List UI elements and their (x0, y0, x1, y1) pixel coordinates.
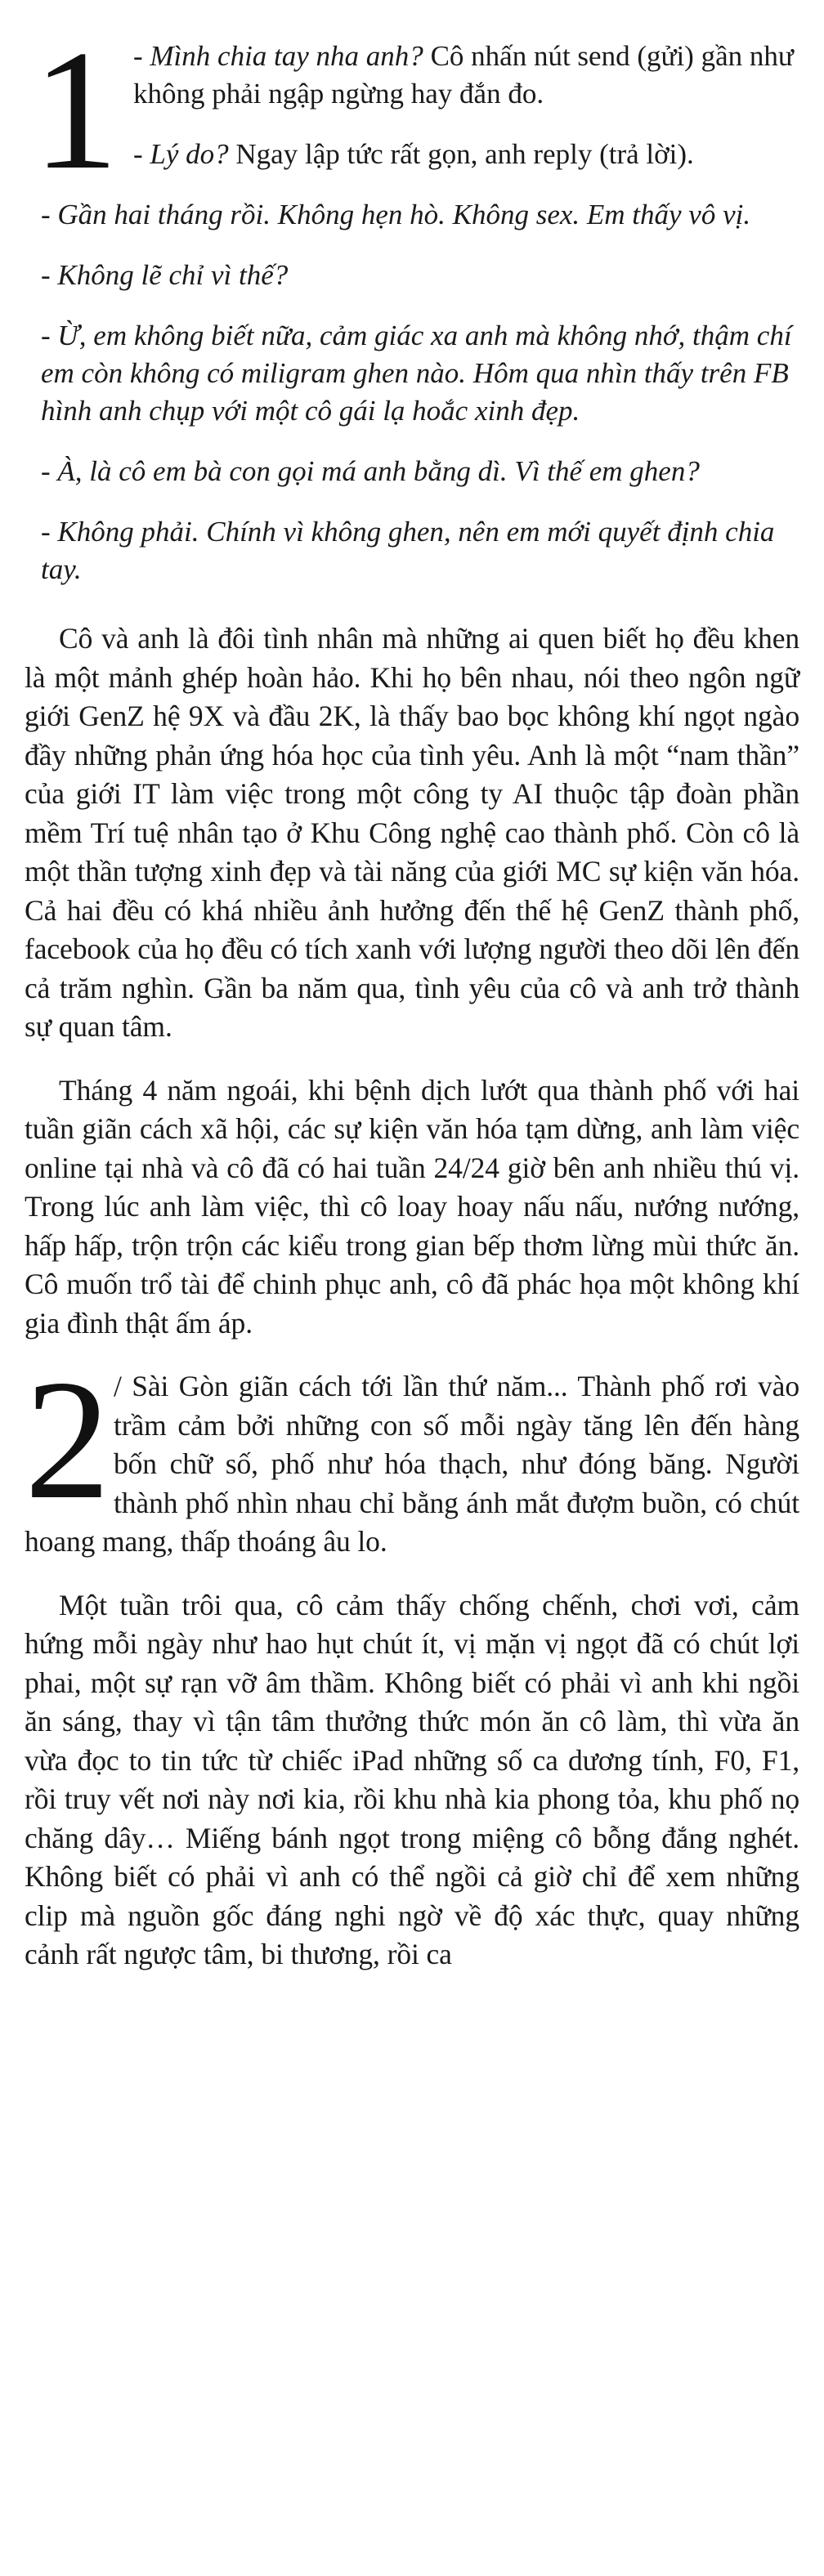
dialogue-plain: Ngay lập tức rất gọn, anh reply (trả lời). (228, 138, 694, 170)
body-paragraph: Cô và anh là đôi tình nhân mà những ai quen biết họ đều khen là một mảnh ghép hoàn hảo. Khi họ bên nhau, nói theo ngôn ngữ giới GenZ hệ 9X và đầu 2K, là thấy bao bọc không khí ngọt ngào đầy những phản ứng hóa học của tình yêu. Anh là một “nam thần” của giới IT làm việc trong một công ty AI thuộc tập đoàn phần mềm Trí tuệ nhân tạo ở Khu Công nghệ cao thành phố. Còn cô là một thần tượng xinh đẹp và tài năng của giới MC sự kiện văn hóa. Cả hai đều có khá nhiều ảnh hưởng đến thế hệ GenZ thành phố, facebook của họ đều có tích xanh với lượng người theo dõi lên đến cả trăm nghìn. Gần ba năm qua, tình yêu của cô và anh trở thành sự quan tâm. (25, 622, 799, 1043)
section-1 (25, 16, 799, 1343)
dialogue-italic: - Gần hai tháng rồi. Không hẹn hò. Không sex. Em thấy vô vị. (41, 199, 751, 230)
dialogue-line (25, 257, 799, 294)
section-2 (25, 1345, 799, 1974)
dialogue-line (25, 136, 799, 173)
dialogue-line (25, 196, 799, 234)
dialogue-plain: Cô nhấn nút send (gửi) gần như không phải ngập ngừng hay đắn đo. (133, 40, 794, 110)
dialogue-line (25, 453, 799, 490)
dialogue-line (25, 38, 799, 113)
dialogue-italic: - Không lẽ chỉ vì thế? (41, 259, 289, 291)
dialogue-italic: - Không phải. Chính vì không ghen, nên em mới quyết định chia tay. (41, 516, 775, 585)
dialogue-line (25, 513, 799, 588)
dialogue-italic: - Ừ, em không biết nữa, cảm giác xa anh mà không nhớ, thậm chí em còn không có miligram ghen nào. Hôm qua nhìn thấy trên FB hình anh chụp với một cô gái lạ hoắc xinh đẹp. (41, 320, 792, 427)
dialogue-italic: - Mình chia tay nha anh? (133, 40, 423, 72)
dialogue-italic: - À, là cô em bà con gọi má anh bằng dì. Vì thế em ghen? (41, 455, 700, 487)
body-paragraph: Tháng 4 năm ngoái, khi bệnh dịch lướt qua thành phố với hai tuần giãn cách xã hội, các sự kiện văn hóa tạm dừng, anh làm việc online tại nhà và cô đã có hai tuần 24/24 giờ bên anh nhiều thú vị. Trong lúc anh làm việc, thì cô loay hoay nấu nấu, nướng nướng, hấp hấp, trộn trộn các kiểu trong gian bếp thơm lừng mùi thức ăn. Cô muốn trổ tài để chinh phục anh, cô đã phác họa một không khí gia đình thật ấm áp. (25, 1073, 799, 1339)
dialogue-italic: - Lý do? (133, 138, 229, 170)
dropcap-1: 1 (33, 16, 119, 205)
body-paragraph: Một tuần trôi qua, cô cảm thấy chống chếnh, chơi vơi, cảm hứng mỗi ngày như hao hụt chút ít, vị mặn vị ngọt đã có chút lợi phai, một sự rạn vỡ âm thầm. Không biết có phải vì anh khi ngồi ăn sáng, thay vì tận tâm thưởng thức món ăn cô làm, thì vừa ăn vừa đọc to tin tức từ chiếc iPad những số ca dương tính, F0, F1, rồi truy vết nơi này nơi kia, rồi khu nhà kia phong tỏa, khu phố nọ chăng dây… Miếng bánh ngọt trong miệng cô bỗng đắng nghét. Không biết có phải vì anh có thể ngồi cả giờ chỉ để xem những clip mà nguồn gốc đáng nghi ngờ về độ xác thực, quay những cảnh rất ngược tâm, bi thương, rồi ca (25, 1588, 799, 1970)
dropcap-2: 2 (25, 1345, 110, 1535)
dialogue-line (25, 317, 799, 430)
section-lead: / Sài Gòn giãn cách tới lần thứ năm... Thành phố rơi vào trầm cảm bởi những con số mỗi ngày tăng lên đến hàng bốn chữ số, phố như hóa thạch, như đóng băng. Người thành phố nhìn nhau chỉ bằng ánh mắt đượm buồn, có chút hoang mang, thấp thoáng âu lo. (25, 1370, 799, 1558)
